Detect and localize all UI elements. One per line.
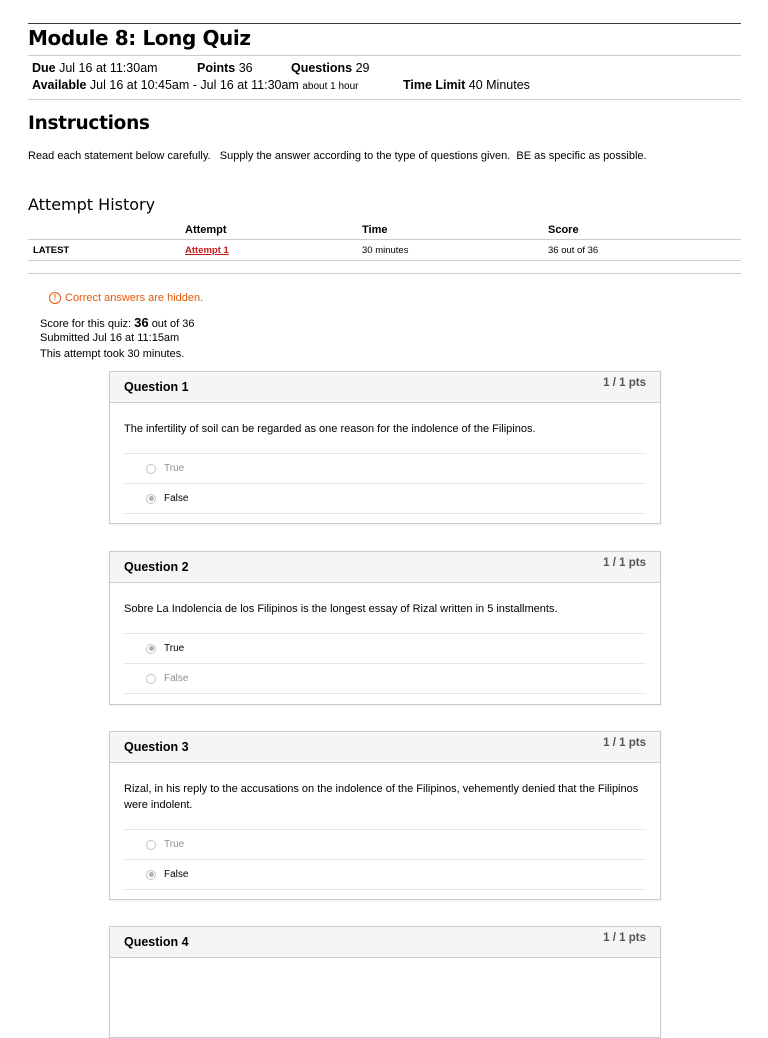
question-text: Sobre La Indolencia de los Filipinos is the longest essay of Rizal written in 5 installments. [124, 603, 558, 615]
instructions-heading: Instructions [28, 113, 150, 134]
radio-selected-icon [146, 644, 156, 654]
meta-divider [28, 99, 741, 100]
answer-label: False [164, 869, 189, 880]
quiz-score-line [40, 315, 195, 330]
radio-unselected-icon [146, 674, 156, 684]
correct-answers-hidden-notice [49, 292, 203, 304]
answer-option-false[interactable] [124, 483, 646, 514]
questions-meta [291, 61, 370, 75]
submitted-line: Submitted Jul 16 at 11:15am [40, 332, 180, 344]
question-points: 1 / 1 pts [603, 377, 646, 389]
radio-unselected-icon [146, 464, 156, 474]
answer-label: False [164, 493, 189, 504]
answer-list [124, 453, 646, 514]
duration-line: This attempt took 30 minutes. [40, 348, 185, 360]
attempt-history-heading: Attempt History [28, 195, 156, 214]
available-note: about 1 hour [302, 81, 359, 92]
answer-label: True [164, 839, 185, 850]
answer-option-true[interactable] [124, 633, 646, 663]
questions-label: Questions [291, 61, 353, 75]
question-card-1 [109, 371, 661, 524]
question-title: Question 2 [124, 560, 189, 574]
hidden-notice-text: Correct answers are hidden. [65, 292, 204, 304]
question-card-2 [109, 551, 661, 705]
page-title: Module 8: Long Quiz [28, 26, 251, 50]
radio-unselected-icon [146, 840, 156, 850]
instructions-text: Read each statement below carefully. Supply the answer according to the type of questions given. BE as specific as possible. [28, 150, 647, 162]
attempt-row-tag: LATEST [33, 245, 70, 256]
column-header-attempt: Attempt [185, 224, 227, 236]
answer-option-true[interactable] [124, 829, 646, 859]
column-header-time: Time [362, 224, 388, 236]
available-meta [32, 78, 359, 92]
radio-selected-icon [146, 870, 156, 880]
question-card-3 [109, 731, 661, 900]
answer-label: False [164, 673, 189, 684]
attempt-1-link[interactable]: Attempt 1 [185, 245, 229, 256]
quiz-meta-row-1 [32, 61, 158, 75]
question-points: 1 / 1 pts [603, 737, 646, 749]
due-value: Jul 16 at 11:30am [59, 61, 158, 75]
question-title: Question 3 [124, 740, 189, 754]
time-limit-value: 40 Minutes [468, 78, 530, 92]
warning-icon: ! [49, 292, 61, 304]
score-suffix: out of 36 [151, 318, 195, 330]
attempt-row-score: 36 out of 36 [548, 245, 599, 256]
question-header [110, 732, 660, 763]
answer-list [124, 829, 646, 890]
attempt-table-header-divider [28, 239, 741, 240]
due-label: Due [32, 61, 56, 75]
time-limit-label: Time Limit [403, 78, 466, 92]
radio-selected-icon [146, 494, 156, 504]
attempt-row-time: 30 minutes [362, 245, 409, 256]
question-card-4 [109, 926, 661, 1038]
question-header [110, 372, 660, 403]
question-text: Rizal, in his reply to the accusations on the indolence of the Filipinos, vehemently denied that the Filipinos were indolent. [124, 783, 639, 811]
answer-option-false[interactable] [124, 663, 646, 694]
answer-list [124, 633, 646, 694]
title-divider [28, 55, 741, 56]
score-value: 36 [134, 315, 149, 330]
points-label: Points [197, 61, 236, 75]
question-points: 1 / 1 pts [603, 557, 646, 569]
answer-option-true[interactable] [124, 453, 646, 483]
questions-value: 29 [355, 61, 370, 75]
section-divider [28, 273, 741, 274]
question-header [110, 552, 660, 583]
attempt-table-row-divider [28, 260, 741, 261]
answer-label: True [164, 643, 185, 654]
question-header [110, 927, 660, 958]
column-header-score: Score [548, 224, 579, 236]
time-limit-meta [403, 78, 530, 92]
question-title: Question 1 [124, 380, 189, 394]
question-points: 1 / 1 pts [603, 932, 646, 944]
question-text: The infertility of soil can be regarded as one reason for the indolence of the Filipinos. [124, 423, 536, 435]
available-value: Jul 16 at 10:45am - Jul 16 at 11:30am [89, 78, 299, 92]
score-prefix: Score for this quiz: [40, 318, 132, 330]
answer-option-false[interactable] [124, 859, 646, 890]
question-title: Question 4 [124, 935, 189, 949]
points-value: 36 [238, 61, 253, 75]
points-meta [197, 61, 253, 75]
available-label: Available [32, 78, 87, 92]
top-divider [28, 23, 741, 24]
answer-label: True [164, 463, 185, 474]
